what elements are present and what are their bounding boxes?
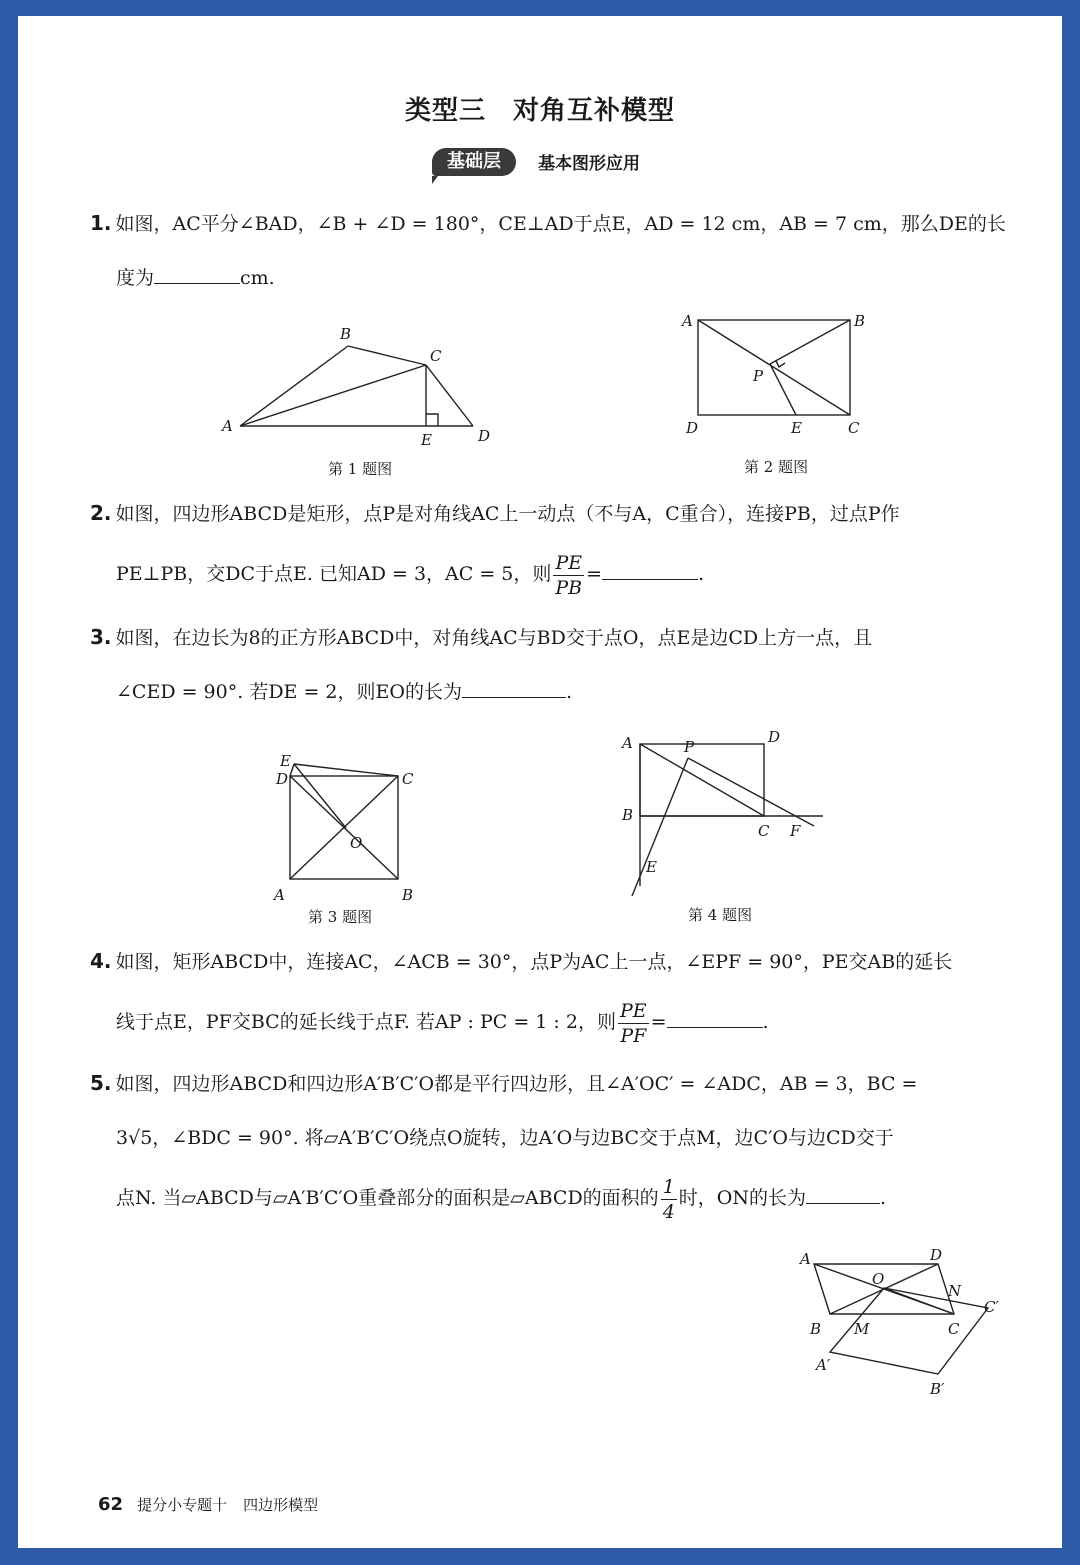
fig3-label-E: E (280, 752, 291, 770)
fig5-label-M: M (854, 1320, 870, 1338)
fig5-label-D: D (930, 1246, 943, 1264)
page-footer (98, 1494, 318, 1515)
fraction-numerator: PE (619, 999, 647, 1022)
question-text: cm. (240, 267, 275, 289)
question-text: = (650, 1011, 667, 1033)
fraction (661, 1175, 677, 1224)
question-text: 度为 (116, 267, 155, 289)
fig3-label-O: O (350, 834, 363, 852)
question-text: 3√5，∠BDC = 90°. 将▱A′B′C′O绕点O旋转，边A′O与边BC交于点M，边C′O与边CD交于 (116, 1127, 894, 1149)
question-1 (90, 196, 1010, 305)
layer-label: 基本图形应用 (538, 154, 640, 174)
fig1-label-A: A (222, 417, 233, 435)
fig3-label-D: D (276, 770, 289, 788)
fig3-label-C: C (402, 770, 414, 788)
fig4-label-F: F (790, 822, 801, 840)
page-number: 62 (98, 1494, 124, 1515)
figure-2-caption: 第 2 题图 (744, 458, 809, 476)
fig2-label-E: E (791, 419, 802, 437)
fig4-label-C: C (758, 822, 770, 840)
figure-4-caption: 第 4 题图 (688, 906, 753, 924)
question-text: 线于点E，PF交BC的延长线于点F. 若AP : PC = 1 : 2，则 (116, 1011, 616, 1033)
fraction (618, 999, 649, 1048)
answer-blank[interactable] (154, 263, 240, 284)
footer-topic: 提分小专题十 (137, 1496, 228, 1514)
fig4-label-P: P (684, 738, 695, 756)
answer-blank[interactable] (667, 1007, 763, 1028)
question-text: . (698, 563, 705, 585)
question-text: = (586, 563, 603, 585)
figure-1-caption: 第 1 题图 (328, 460, 393, 478)
question-text: . (762, 1011, 769, 1033)
fig5-label-O: O (872, 1270, 885, 1288)
fig5-label-A: A (800, 1250, 811, 1268)
fig5-label-A-prime: A′ (816, 1356, 831, 1374)
fraction-denominator: 4 (662, 1200, 675, 1223)
question-3 (90, 610, 1010, 719)
fig1-label-D: D (478, 427, 491, 445)
fraction-denominator: PB (555, 576, 583, 599)
question-text: 点N. 当▱ABCD与▱A′B′C′O重叠部分的面积是▱ABCD的面积的 (116, 1187, 659, 1209)
fig5-label-C-prime: C′ (984, 1298, 999, 1316)
fig2-label-A: A (682, 312, 693, 330)
question-number: 5. (90, 1071, 112, 1095)
fig2-label-P: P (753, 367, 764, 385)
fig2-label-B: B (854, 312, 866, 330)
fig4-label-D: D (768, 728, 781, 746)
fig1-label-B: B (340, 325, 352, 343)
question-4 (90, 934, 1010, 1049)
question-text: PE⊥PB，交DC于点E. 已知AD = 3，AC = 5，则 (116, 563, 552, 585)
fig1-label-C: C (430, 347, 442, 365)
fig4-label-B: B (622, 806, 634, 824)
answer-blank[interactable] (602, 559, 698, 580)
fraction (553, 551, 584, 600)
question-5 (90, 1056, 1010, 1225)
fig4-label-A: A (622, 734, 633, 752)
question-text: 如图，四边形ABCD和四边形A′B′C′O都是平行四边形，且∠A′OC′ = ∠ADC，AB = 3，BC = (115, 1073, 918, 1095)
section-title: 类型三 对角互补模型 (404, 96, 675, 126)
figure-1 (218, 321, 508, 451)
fraction-denominator: PF (620, 1024, 647, 1047)
question-text: . (565, 681, 572, 703)
question-2 (90, 486, 1010, 601)
fraction-numerator: PE (553, 551, 584, 576)
figure-4 (618, 726, 838, 896)
fig5-label-B: B (810, 1320, 822, 1338)
fig3-label-B: B (402, 886, 414, 904)
question-text: . (879, 1187, 887, 1209)
question-text: 如图，四边形ABCD是矩形，点P是对角线AC上一动点（不与A，C重合），连接PB，过点P作 (115, 503, 900, 525)
figure-3 (268, 736, 438, 904)
answer-blank[interactable] (462, 677, 566, 698)
fraction-numerator: 1 (662, 1175, 675, 1198)
question-text: ∠CED = 90°. 若DE = 2，则EO的长为 (116, 681, 462, 703)
fig4-label-E: E (646, 858, 657, 876)
question-number: 3. (90, 625, 112, 649)
fig2-label-D: D (686, 419, 699, 437)
fig5-label-N: N (948, 1282, 962, 1300)
page (18, 16, 1062, 1548)
fig3-label-A: A (274, 886, 285, 904)
question-text: 如图，在边长为8的正方形ABCD中，对角线AC与BD交于点O，点E是边CD上方一点，且 (115, 627, 873, 649)
footer-subtopic: 四边形模型 (243, 1496, 319, 1514)
fig1-label-E: E (421, 431, 432, 449)
question-text: 时，ON的长为 (678, 1187, 806, 1209)
figure-2 (678, 306, 878, 446)
fig2-label-C: C (848, 419, 860, 437)
question-text: 如图，矩形ABCD中，连接AC，∠ACB = 30°，点P为AC上一点，∠EPF = 90°，PE交AB的延长 (115, 951, 953, 973)
fig5-label-B-prime: B′ (930, 1380, 945, 1398)
layer-badge: 基础层 (432, 148, 516, 176)
question-number: 2. (90, 501, 112, 525)
figure-5 (778, 1246, 1018, 1396)
answer-blank[interactable] (806, 1183, 880, 1204)
question-text: 如图，AC平分∠BAD，∠B + ∠D = 180°，CE⊥AD于点E，AD = 12 cm，AB = 7 cm，那么DE的长 (115, 213, 1006, 235)
question-number: 4. (90, 949, 112, 973)
figure-3-caption: 第 3 题图 (308, 908, 373, 926)
question-number: 1. (90, 211, 112, 235)
fig5-label-C: C (948, 1320, 960, 1338)
